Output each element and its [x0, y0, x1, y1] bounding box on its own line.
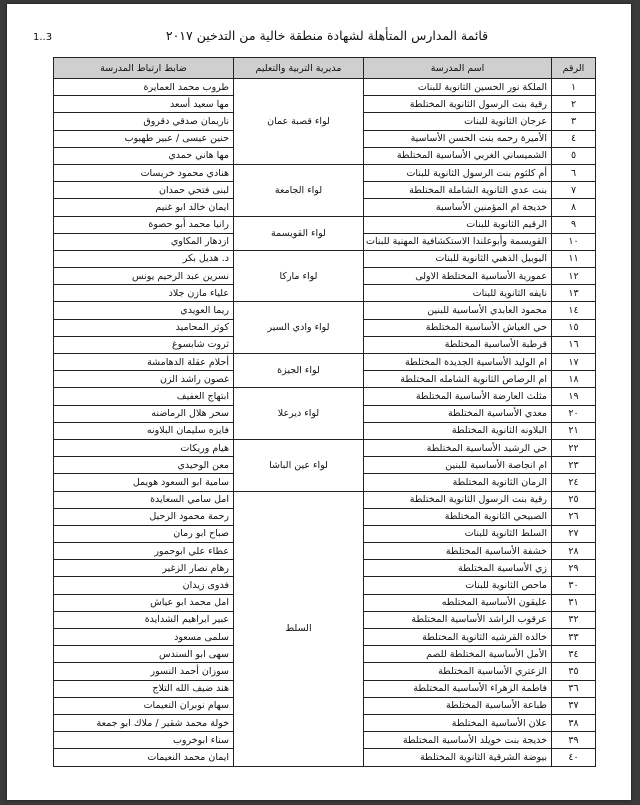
school-name-cell: عرجان الثانوية للبنات	[364, 113, 552, 130]
school-name-cell: نايفه الثانوية للبنات	[364, 285, 552, 302]
liaison-officer-cell: امل سامي السعايدة	[54, 491, 234, 508]
schools-table	[53, 57, 596, 767]
school-name-cell: بنت عدي الثانوية الشاملة المختلطة	[364, 182, 552, 199]
row-number: ٢٥	[552, 491, 596, 508]
school-name-cell: الشميساني الغربي الأساسية المختلطة	[364, 147, 552, 164]
school-name-cell: الرقيم الثانوية للبنات	[364, 216, 552, 233]
table-row	[54, 79, 596, 96]
liaison-officer-cell: هند ضيف الله التلاج	[54, 680, 234, 697]
school-name-cell: عليقون الأساسية المختلطه	[364, 594, 552, 611]
school-name-cell: عمورية الأساسية المختلطة الاولى	[364, 268, 552, 285]
directorate-cell: لواء عين الباشا	[234, 439, 364, 491]
liaison-officer-cell: ناريمان صدقي دقروق	[54, 113, 234, 130]
liaison-officer-cell: مها هاني حمدي	[54, 147, 234, 164]
liaison-officer-cell: عطاء علي ابوحمور	[54, 543, 234, 560]
directorate-cell: لواء الجامعة	[234, 164, 364, 216]
header-directorate: مديرية التربية والتعليم	[234, 58, 364, 79]
row-number: ٢٤	[552, 474, 596, 491]
row-number: ٧	[552, 182, 596, 199]
row-number: ١٧	[552, 354, 596, 371]
school-name-cell: فاطمة الزهراء الأساسية المختلطة	[364, 680, 552, 697]
liaison-officer-cell: طروب محمد العمايرة	[54, 79, 234, 96]
table-row	[54, 164, 596, 181]
school-name-cell: الأمل الأساسية المختلطة للصم	[364, 646, 552, 663]
row-number: ٢٧	[552, 525, 596, 542]
liaison-officer-cell: سهى ابو السندس	[54, 646, 234, 663]
directorate-cell: السلط	[234, 491, 364, 766]
row-number: ٢٣	[552, 457, 596, 474]
liaison-officer-cell: د. هديل بكر	[54, 250, 234, 267]
table-row	[54, 491, 596, 508]
liaison-officer-cell: معن الوحيدي	[54, 457, 234, 474]
school-name-cell: حي العياش الأساسية المختلطة	[364, 319, 552, 336]
table-row	[54, 354, 596, 371]
row-number: ٢٠	[552, 405, 596, 422]
school-name-cell: بيوضة الشرقية الثانوية المختلطة	[364, 749, 552, 766]
row-number: ١١	[552, 250, 596, 267]
row-number: ١٣	[552, 285, 596, 302]
liaison-officer-cell: هنادي محمود خريسات	[54, 164, 234, 181]
header-school-name: اسم المدرسة	[364, 58, 552, 79]
school-name-cell: عرقوب الراشد الأساسية المختلطة	[364, 611, 552, 628]
school-name-cell: الأميرة رحمه بنت الحسن الأساسية	[364, 130, 552, 147]
row-number: ١٩	[552, 388, 596, 405]
school-name-cell: رقية بنت الرسول الثانوية المختلطة	[364, 491, 552, 508]
liaison-officer-cell: كوثر المحاميد	[54, 319, 234, 336]
directorate-cell: لواء القويسمة	[234, 216, 364, 250]
liaison-officer-cell: رهام نصار الزغير	[54, 560, 234, 577]
liaison-officer-cell: لبنى فتحي حمدان	[54, 182, 234, 199]
row-number: ٣٠	[552, 577, 596, 594]
liaison-officer-cell: امل محمد ابو عياش	[54, 594, 234, 611]
school-name-cell: ام الوليد الأساسية الجديدة المختلطة	[364, 354, 552, 371]
school-name-cell: القويسمة وأبوعلندا الاستكشافية المهنية للبنات	[364, 233, 552, 250]
row-number: ٤٠	[552, 749, 596, 766]
liaison-officer-cell: حنين عيسى / عبير طهبوب	[54, 130, 234, 147]
directorate-cell: لواء ماركا	[234, 250, 364, 302]
row-number: ٢٩	[552, 560, 596, 577]
liaison-officer-cell: مها سعيد أسعد	[54, 96, 234, 113]
school-name-cell: خشفة الأساسية المختلطة	[364, 543, 552, 560]
row-number: ٣٣	[552, 629, 596, 646]
school-name-cell: زي الأساسية المختلطة	[364, 560, 552, 577]
liaison-officer-cell: خولة محمد شقير / ملاك ابو جمعة	[54, 714, 234, 731]
row-number: ١٠	[552, 233, 596, 250]
liaison-officer-cell: ثروت شابسوغ	[54, 336, 234, 353]
liaison-officer-cell: صباح ابو رمان	[54, 525, 234, 542]
row-number: ٢	[552, 96, 596, 113]
school-name-cell: طباعة الأساسية المختلطة	[364, 697, 552, 714]
liaison-officer-cell: ريما العويدي	[54, 302, 234, 319]
school-name-cell: الصبيحي الثانوية المختلطة	[364, 508, 552, 525]
school-name-cell: الملكة نور الحسين الثانوية للبنات	[364, 79, 552, 96]
school-name-cell: ام الرصاص الثانوية الشامله المختلطة	[364, 371, 552, 388]
row-number: ٣٢	[552, 611, 596, 628]
row-number: ٦	[552, 164, 596, 181]
row-number: ١٥	[552, 319, 596, 336]
directorate-cell: لواء ديرعلا	[234, 388, 364, 440]
table-row	[54, 216, 596, 233]
school-name-cell: حي الرشيد الأساسية المختلطة	[364, 439, 552, 456]
row-number: ١٤	[552, 302, 596, 319]
liaison-officer-cell: فدوى زيدان	[54, 577, 234, 594]
document-page	[7, 4, 631, 800]
row-number: ٤	[552, 130, 596, 147]
liaison-officer-cell: غصون راشد الزن	[54, 371, 234, 388]
row-number: ٨	[552, 199, 596, 216]
directorate-cell: لواء وادي السير	[234, 302, 364, 354]
school-name-cell: مثلث العارضة الأساسية المختلطة	[364, 388, 552, 405]
liaison-officer-cell: عبير ابراهيم الشدايدة	[54, 611, 234, 628]
header-liaison-officer: ضابط ارتباط المدرسة	[54, 58, 234, 79]
row-number: ٣	[552, 113, 596, 130]
row-number: ٣٧	[552, 697, 596, 714]
school-name-cell: محمود العابدي الأساسية للبنين	[364, 302, 552, 319]
row-number: ١٢	[552, 268, 596, 285]
liaison-officer-cell: سوزان أحمد النسور	[54, 663, 234, 680]
school-name-cell: اليوبيل الذهبي الثانوية للبنات	[364, 250, 552, 267]
table-row	[54, 250, 596, 267]
row-number: ٩	[552, 216, 596, 233]
table-header-row	[54, 58, 596, 79]
row-number: ٥	[552, 147, 596, 164]
row-number: ٢٦	[552, 508, 596, 525]
table-row	[54, 302, 596, 319]
row-number: ١	[552, 79, 596, 96]
school-name-cell: خديجة ام المؤمنين الأساسية	[364, 199, 552, 216]
directorate-cell: لواء قصبة عمان	[234, 79, 364, 165]
liaison-officer-cell: سهام نوبران النعيمات	[54, 697, 234, 714]
row-number: ٣٩	[552, 732, 596, 749]
liaison-officer-cell: ايمان خالد ابو غنيم	[54, 199, 234, 216]
liaison-officer-cell: هيام وريكات	[54, 439, 234, 456]
school-name-cell: خديجة بنت خويلد الأساسية المختلطة	[364, 732, 552, 749]
row-number: ٣٥	[552, 663, 596, 680]
row-number: ٣١	[552, 594, 596, 611]
school-name-cell: الرمان الثانوية المختلطة	[364, 474, 552, 491]
liaison-officer-cell: ازدهار المكاوي	[54, 233, 234, 250]
row-number: ٢٨	[552, 543, 596, 560]
school-name-cell: السلط الثانوية للبنات	[364, 525, 552, 542]
liaison-officer-cell: ابتهاج العفيف	[54, 388, 234, 405]
table-body	[54, 79, 596, 767]
liaison-officer-cell: سامية ابو السعود هويمل	[54, 474, 234, 491]
row-number: ١٦	[552, 336, 596, 353]
liaison-officer-cell: سحر هلال الرماضنه	[54, 405, 234, 422]
school-name-cell: أم كلثوم بنت الرسول الثانوية للبنات	[364, 164, 552, 181]
liaison-officer-cell: سناء ابوخروب	[54, 732, 234, 749]
liaison-officer-cell: أحلام عقلة الدهامشة	[54, 354, 234, 371]
school-name-cell: البلاونه الثانوية المختلطة	[364, 422, 552, 439]
liaison-officer-cell: ايمان محمد النعيمات	[54, 749, 234, 766]
school-name-cell: ام انجاصة الأساسية للبنين	[364, 457, 552, 474]
school-name-cell: الزعتري الأساسية المختلطة	[364, 663, 552, 680]
row-number: ١٨	[552, 371, 596, 388]
row-number: ٣٨	[552, 714, 596, 731]
school-name-cell: ماحص الثانوية للبنات	[364, 577, 552, 594]
school-name-cell: قرطبة الأساسية المختلطة	[364, 336, 552, 353]
row-number: ٣٦	[552, 680, 596, 697]
school-name-cell: خالده القرشيه الثانوية المختلطة	[364, 629, 552, 646]
row-number: ٢١	[552, 422, 596, 439]
header-number: الرقم	[552, 58, 596, 79]
liaison-officer-cell: رانيا محمد أبو حصوة	[54, 216, 234, 233]
liaison-officer-cell: علياء مازن جلاد	[54, 285, 234, 302]
page-number: 1..3	[33, 32, 53, 43]
document-title: قائمة المدارس المتأهلة لشهادة منطقة خالية من التدخين ٢٠١٧	[165, 28, 489, 43]
directorate-cell: لواء الجيزة	[234, 354, 364, 388]
liaison-officer-cell: فايزه سليمان البلاونه	[54, 422, 234, 439]
school-name-cell: رقية بنت الرسول الثانوية المختلطة	[364, 96, 552, 113]
liaison-officer-cell: نسرين عبد الرحيم يونس	[54, 268, 234, 285]
table-row	[54, 388, 596, 405]
school-name-cell: معدي الأساسية المختلطة	[364, 405, 552, 422]
row-number: ٣٤	[552, 646, 596, 663]
liaison-officer-cell: رحمة محمود الرحيل	[54, 508, 234, 525]
table-row	[54, 439, 596, 456]
row-number: ٢٢	[552, 439, 596, 456]
liaison-officer-cell: سلمى مسعود	[54, 629, 234, 646]
school-name-cell: علان الأساسية المختلطة	[364, 714, 552, 731]
